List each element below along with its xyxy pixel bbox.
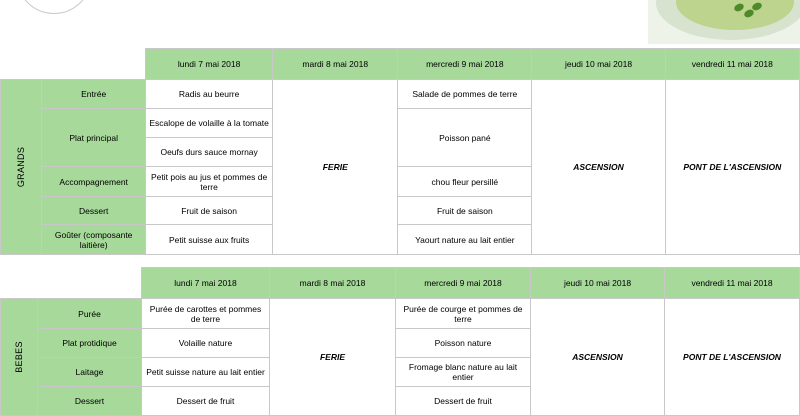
holiday-cell-friday: PONT DE L'ASCENSION — [665, 299, 800, 416]
menu-cell: Escalope de volaille à la tomate — [146, 109, 273, 138]
menu-cell: Salade de pommes de terre — [398, 80, 532, 109]
holiday-cell-tuesday: FERIE — [270, 299, 396, 416]
menu-cell: Poisson pané — [398, 109, 532, 167]
day-header-thursday: jeudi 10 mai 2018 — [532, 49, 665, 80]
menu-cell: Poisson nature — [396, 329, 531, 358]
menu-cell: Petit suisse nature au lait entier — [142, 358, 270, 387]
menu-table-bebes — [0, 267, 800, 416]
day-header-wednesday: mercredi 9 mai 2018 — [398, 49, 532, 80]
day-header-row — [1, 49, 800, 80]
row-label: Accompagnement — [42, 167, 146, 197]
menu-cell: Dessert de fruit — [142, 387, 270, 416]
menu-cell: Dessert de fruit — [396, 387, 531, 416]
row-label: Dessert — [42, 197, 146, 225]
day-header-monday: lundi 7 mai 2018 — [146, 49, 273, 80]
menu-cell: Petit pois au jus et pommes de terre — [146, 167, 273, 197]
holiday-cell-friday: PONT DE L'ASCENSION — [665, 80, 799, 255]
row-label: Entrée — [42, 80, 146, 109]
row-label: Laitage — [38, 358, 142, 387]
holiday-cell-thursday: ASCENSION — [531, 299, 665, 416]
day-header-row — [1, 268, 800, 299]
row-label: Dessert — [38, 387, 142, 416]
menu-cell: Volaille nature — [142, 329, 270, 358]
day-header-tuesday: mardi 8 mai 2018 — [270, 268, 396, 299]
menu-cell: Petit suisse aux fruits — [146, 225, 273, 255]
day-header-monday: lundi 7 mai 2018 — [142, 268, 270, 299]
header-corner — [1, 49, 146, 80]
table-row — [1, 80, 800, 109]
header-corner — [1, 268, 142, 299]
menu-cell: Fruit de saison — [146, 197, 273, 225]
group-label-bebes: BEBES — [1, 299, 38, 416]
menu-cell: Purée de carottes et pommes de terre — [142, 299, 270, 329]
row-label: Purée — [38, 299, 142, 329]
day-header-friday: vendredi 11 mai 2018 — [665, 268, 800, 299]
menu-cell: Oeufs durs sauce mornay — [146, 138, 273, 167]
menu-cell: Radis au beurre — [146, 80, 273, 109]
round-logo — [16, 0, 92, 14]
holiday-cell-tuesday: FERIE — [273, 80, 398, 255]
menu-cell: Fruit de saison — [398, 197, 532, 225]
holiday-cell-thursday: ASCENSION — [532, 80, 665, 255]
menu-cell: Yaourt nature au lait entier — [398, 225, 532, 255]
menu-cell: Purée de courge et pommes de terre — [396, 299, 531, 329]
table-row — [1, 299, 800, 329]
soup-plate-photo — [648, 0, 800, 44]
day-header-tuesday: mardi 8 mai 2018 — [273, 49, 398, 80]
row-label: Goûter (composante laitière) — [42, 225, 146, 255]
day-header-friday: vendredi 11 mai 2018 — [665, 49, 799, 80]
group-label-grands: GRANDS — [1, 80, 42, 255]
menu-cell: chou fleur persillé — [398, 167, 532, 197]
row-label: Plat protidique — [38, 329, 142, 358]
menu-cell: Fromage blanc nature au lait entier — [396, 358, 531, 387]
day-header-wednesday: mercredi 9 mai 2018 — [396, 268, 531, 299]
day-header-thursday: jeudi 10 mai 2018 — [531, 268, 665, 299]
menu-table-grands — [0, 48, 800, 255]
row-label: Plat principal — [42, 109, 146, 167]
